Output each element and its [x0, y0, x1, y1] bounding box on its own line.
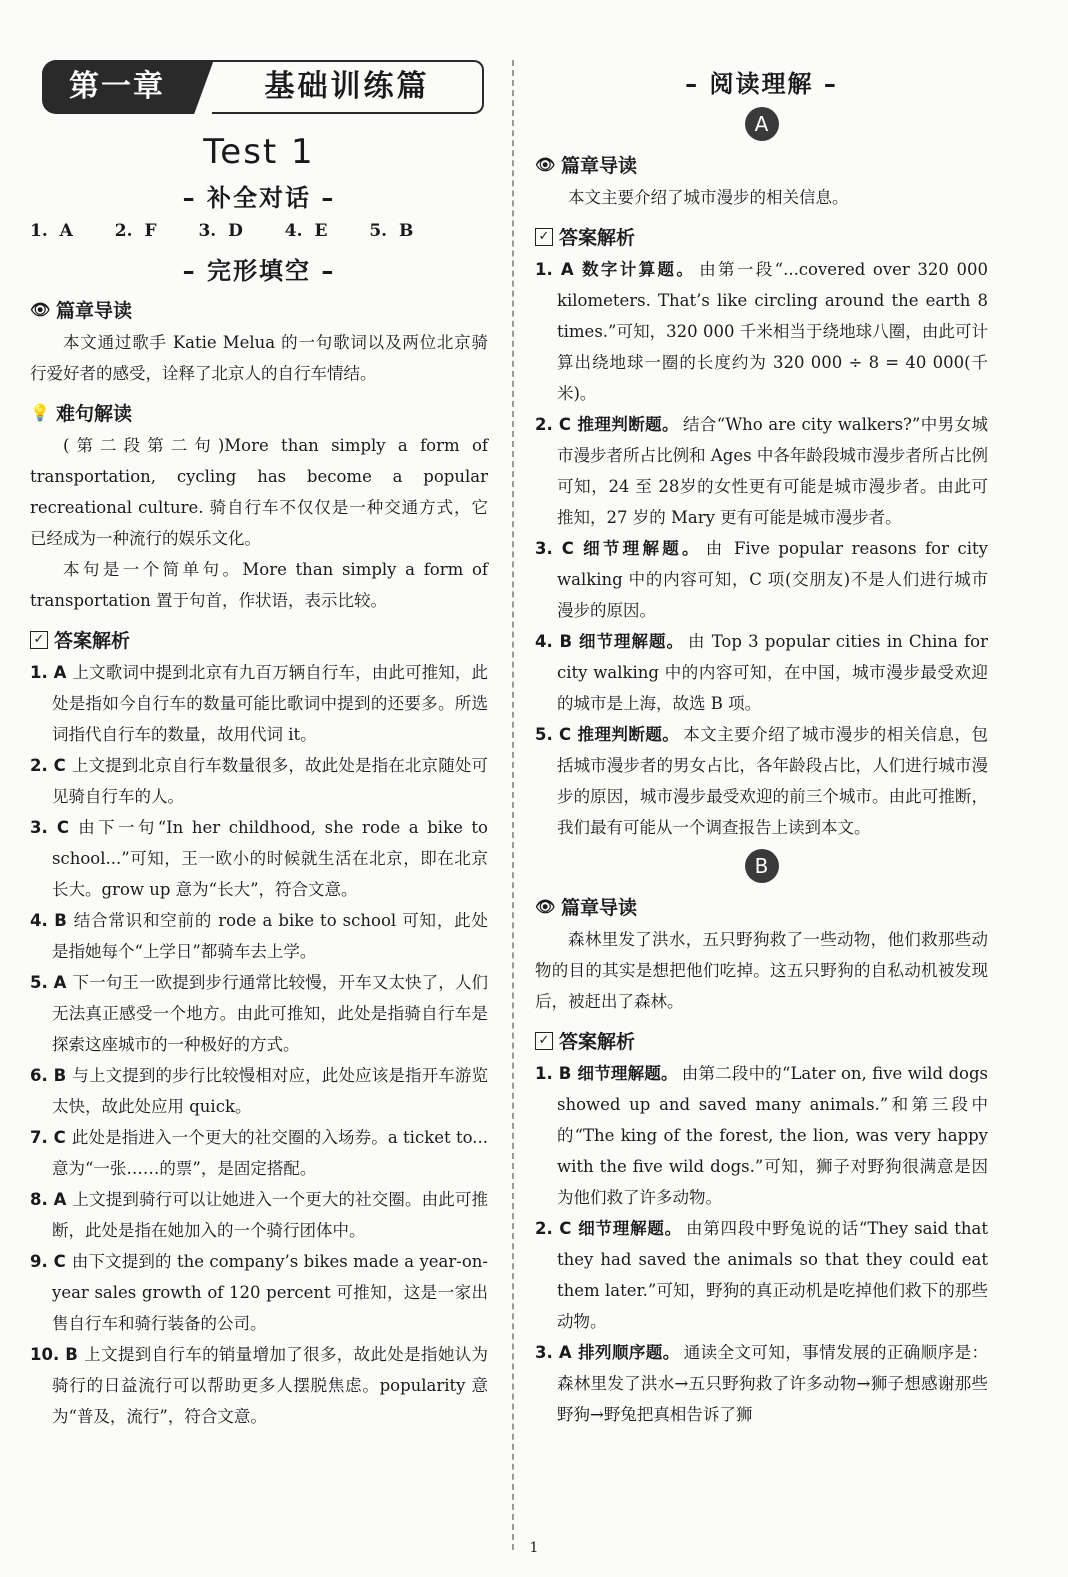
answer-item: 6. B 与上文提到的步行比较慢相对应，此处应该是指开车游览太快，故此处应用 quick。 [30, 1066, 488, 1116]
b-guide-label: 篇章导读 [561, 897, 638, 919]
answer-item: 4. B 细节理解题。 由 Top 3 popular cities in China for city walking 中的内容可知，在中国，城市漫步最受欢迎的城市是上海，故选 B 项。 [535, 632, 988, 713]
answer-heading [30, 626, 488, 653]
checkbox-icon: ✓ [535, 1032, 553, 1050]
chapter-title: 基础训练篇 [212, 60, 484, 114]
answer-item: 5. A 下一句王一欧提到步行通常比较慢，开车又太快了，人们无法真正感受一个地方。由此可推知，此处是指骑自行车是探索这座城市的一种极好的方式。 [30, 973, 489, 1054]
answer-item: 1. A 数字计算题。 由第一段“...covered over 320 000 kilometers. That’s like circling around the earth 8 times.”可知，320 000 千米相当于绕地球八圈，由此可计算出绕地球一圈的长度约为 320 000 ÷ 8 = 40 000(千米)。 [535, 260, 989, 403]
b-answer-list [535, 1058, 988, 1430]
a-answer-heading [535, 223, 988, 250]
answer-item: 3. A 排列顺序题。 通读全文可知，事情发展的正确顺序是：森林里发了洪水→五只野狗救了许多动物→狮子想感谢那些野狗→野兔把真相告诉了狮 [535, 1343, 989, 1424]
dialogue-answer: 5. B [369, 221, 414, 241]
cloze-answer-list [30, 657, 488, 1432]
answer-item: 8. A 上文提到骑行可以让她进入一个更大的社交圈。由此可推断，此处是指在她加入的一个骑行团体中。 [30, 1190, 489, 1240]
eye-icon: 👁 [535, 896, 556, 916]
checkbox-icon: ✓ [30, 631, 48, 649]
hard-sentence-heading [30, 399, 488, 426]
right-column [535, 58, 988, 1430]
answer-item: 7. C 此处是指进入一个更大的社交圈的入场券。a ticket to...意为“一张……的票”，是固定搭配。 [30, 1128, 488, 1178]
page-number: 1 [529, 1540, 539, 1556]
guide-heading-label: 篇章导读 [56, 300, 133, 322]
answer-item: 5. C 推理判断题。 本文主要介绍了城市漫步的相关信息，包括城市漫步者的男女占比，各年龄段占比，人们进行城市漫步的原因，城市漫步最受欢迎的前三个城市。由此可推断，我们最有可能从一个调查报告上读到本文。 [535, 725, 989, 837]
guide-heading [30, 296, 488, 323]
dialogue-answer: 3. D [198, 221, 243, 241]
dialogue-answer: 2. F [114, 221, 157, 241]
eye-icon: 👁 [30, 299, 51, 319]
a-guide-heading [535, 151, 988, 178]
answer-item: 9. C 由下文提到的 the company’s bikes made a year-on-year sales growth of 120 percent 可推知，这是一家出售自行车和骑行装备的公司。 [30, 1252, 488, 1333]
a-answer-label: 答案解析 [559, 227, 636, 249]
section-title-reading: – 阅读理解 – [685, 70, 838, 98]
dialogue-answers [30, 221, 488, 241]
chapter-label: 第一章 [42, 60, 192, 114]
lightbulb-icon: 💡 [30, 402, 50, 422]
chapter-banner [42, 58, 488, 120]
answer-item: 1. A 上文歌词中提到北京有九百万辆自行车，由此可推知，此处是指如今自行车的数量可能比歌词中提到的还要多。所选词指代自行车的数量，故用代词 it。 [30, 663, 489, 744]
guide-text: 本文通过歌手 Katie Melua 的一句歌词以及两位北京骑行爱好者的感受，诠释了北京人的自行车情结。 [30, 333, 488, 383]
test-title: Test 1 [203, 132, 315, 172]
checkbox-icon: ✓ [535, 228, 553, 246]
hard-sentence-label: 难句解读 [56, 403, 133, 425]
answer-item: 4. B 结合常识和空前的 rode a bike to school 可知，此处是指她每个“上学日”都骑车去上学。 [30, 911, 488, 961]
passage-b-badge: B [745, 849, 779, 883]
answer-item: 1. B 细节理解题。 由第二段中的“Later on, five wild dogs showed up and saved many animals.”和第三段中的“The king of the forest, the lion, was very happy with the five wild dogs.”可知，狮子对野狗很满意是因为他们救了许多动物。 [535, 1064, 988, 1207]
a-answer-list [535, 254, 988, 843]
hard-sentence-note: 本句是一个简单句。More than simply a form of transportation 置于句首，作状语，表示比较。 [30, 560, 488, 610]
answer-item: 3. C 细节理解题。 由 Five popular reasons for city walking 中的内容可知，C 项(交朋友)不是人们进行城市漫步的原因。 [535, 539, 988, 620]
column-divider [512, 60, 514, 1550]
a-guide-text: 本文主要介绍了城市漫步的相关信息。 [568, 188, 849, 207]
b-guide-text: 森林里发了洪水，五只野狗救了一些动物，他们救那些动物的目的其实是想把他们吃掉。这五只野狗的自私动机被发现后，被赶出了森林。 [535, 930, 988, 1011]
passage-a-badge: A [745, 107, 779, 141]
answer-item: 2. C 细节理解题。 由第四段中野兔说的话“They said that they had saved the animals so that they could eat them later.”可知，野狗的真正动机是吃掉他们救下的那些动物。 [535, 1219, 989, 1331]
answer-heading-label: 答案解析 [54, 630, 131, 652]
eye-icon: 👁 [535, 154, 556, 174]
section-title-dialogue: – 补全对话 – [182, 184, 336, 212]
b-answer-heading [535, 1027, 988, 1054]
b-guide-heading [535, 893, 988, 920]
hard-sentence-text: (第二段第二句)More than simply a form of transportation, cycling has become a popular recreational culture. 骑自行车不仅仅是一种交通方式，它已经成为一种流行的娱乐文化。 [30, 436, 488, 548]
answer-item: 2. C 推理判断题。 结合“Who are city walkers?”中男女城市漫步者所占比例和 Ages 中各年龄段城市漫步者所占比例可知，24 至 28岁的女性更有可能是城市漫步者。由此可推知，27 岁的 Mary 更有可能是城市漫步者。 [535, 415, 988, 527]
dialogue-answer: 4. E [284, 221, 328, 241]
dialogue-answer: 1. A [30, 221, 73, 241]
section-title-cloze: – 完形填空 – [182, 257, 336, 285]
left-column [30, 58, 488, 1432]
answer-item: 10. B 上文提到自行车的销量增加了很多，故此处是指她认为骑行的日益流行可以帮助更多人摆脱焦虑。popularity 意为“普及，流行”，符合文意。 [30, 1345, 488, 1426]
answer-item: 2. C 上文提到北京自行车数量很多，故此处是指在北京随处可见骑自行车的人。 [30, 756, 489, 806]
answer-item: 3. C 由下一句“In her childhood, she rode a bike to school...”可知，王一欧小的时候就生活在北京，即在北京长大。grow up 意为“长大”，符合文意。 [30, 818, 488, 899]
a-guide-label: 篇章导读 [561, 155, 638, 177]
b-answer-label: 答案解析 [559, 1031, 636, 1053]
